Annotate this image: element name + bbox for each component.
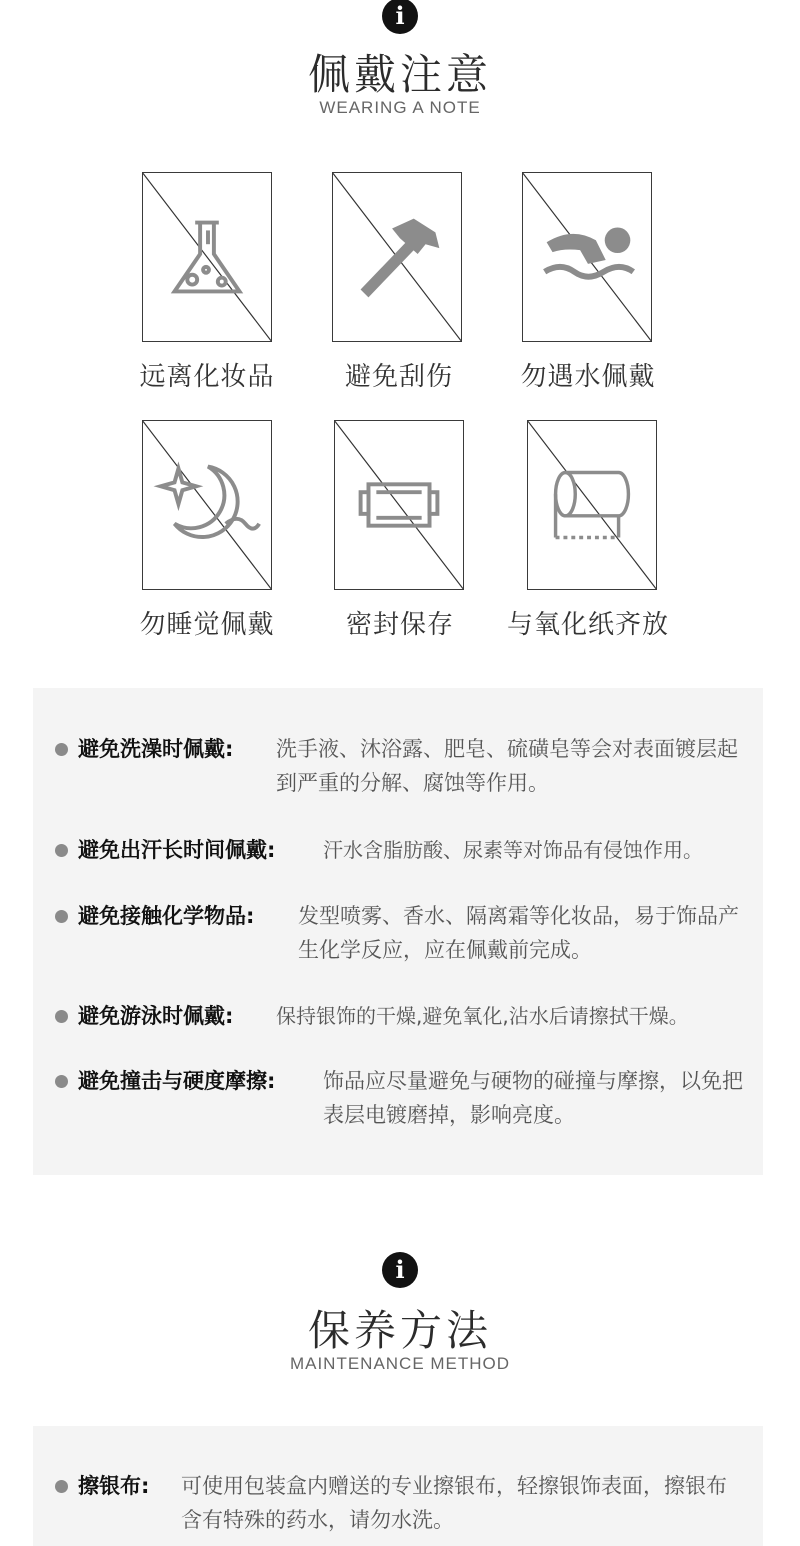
bullet-icon — [55, 1010, 68, 1023]
wearing-title: 佩戴注意 — [307, 50, 492, 99]
swimmer-icon — [523, 173, 651, 341]
box-icon — [335, 421, 463, 589]
note-text: 饰品应尽量避免与硬物的碰撞与摩擦，以免把表层电镀磨掉，影响亮度。 — [323, 1069, 743, 1127]
icon-label: 勿遇水佩戴 — [520, 362, 656, 392]
note-title: 避免出汗长时间佩戴: — [78, 838, 276, 862]
note-text: 汗水含脂肪酸、尿素等对饰品有侵蚀作用。 — [323, 838, 703, 862]
maintenance-title: 保养方法 — [307, 1306, 492, 1355]
note-text: 洗手液、沐浴露、肥皂、硫磺皂等会对表面镀层起到严重的分解、腐蚀等作用。 — [276, 737, 738, 795]
moon-icon-card — [142, 420, 272, 590]
box-icon-card — [334, 420, 464, 590]
bullet-icon — [55, 743, 68, 756]
maintenance-notes-panel — [33, 1426, 763, 1546]
icon-label: 避免刮伤 — [344, 362, 453, 392]
paper-roll-icon — [528, 421, 656, 589]
paper-roll-icon-card — [527, 420, 657, 590]
wearing-subtitle: WEARING A NOTE — [319, 98, 481, 117]
icon-label: 密封保存 — [345, 610, 454, 640]
bullet-icon — [55, 1480, 68, 1493]
note-title: 避免游泳时佩戴: — [78, 1004, 234, 1028]
note-title: 避免洗澡时佩戴: — [78, 737, 234, 761]
info-icon: i — [382, 1252, 418, 1288]
bullet-icon — [55, 1075, 68, 1088]
note-title: 避免撞击与硬度摩擦: — [78, 1069, 276, 1093]
hammer-icon-card — [332, 172, 462, 342]
icon-label: 远离化妆品 — [139, 362, 275, 392]
bullet-icon — [55, 910, 68, 923]
hammer-icon — [333, 173, 461, 341]
icon-label: 勿睡觉佩戴 — [139, 610, 275, 640]
note-text: 发型喷雾、香水、隔离霜等化妆品，易于饰品产生化学反应，应在佩戴前完成。 — [298, 904, 739, 962]
flask-icon — [143, 173, 271, 341]
bullet-icon — [55, 844, 68, 857]
icon-label: 与氧化纸齐放 — [506, 610, 669, 640]
note-title: 擦银布: — [78, 1474, 150, 1498]
moon-icon — [143, 421, 271, 589]
note-title: 避免接触化学物品: — [78, 904, 255, 928]
info-icon: i — [382, 0, 418, 34]
flask-icon-card — [142, 172, 272, 342]
swimmer-icon-card — [522, 172, 652, 342]
note-text: 可使用包装盒内赠送的专业擦银布，轻擦银饰表面，擦银布含有特殊的药水，请勿水洗。 — [181, 1474, 727, 1532]
wearing-notes-panel — [33, 688, 763, 1175]
maintenance-subtitle: MAINTENANCE METHOD — [289, 1354, 511, 1373]
note-text: 保持银饰的干燥,避免氧化,沾水后请擦拭干燥。 — [276, 1004, 689, 1028]
